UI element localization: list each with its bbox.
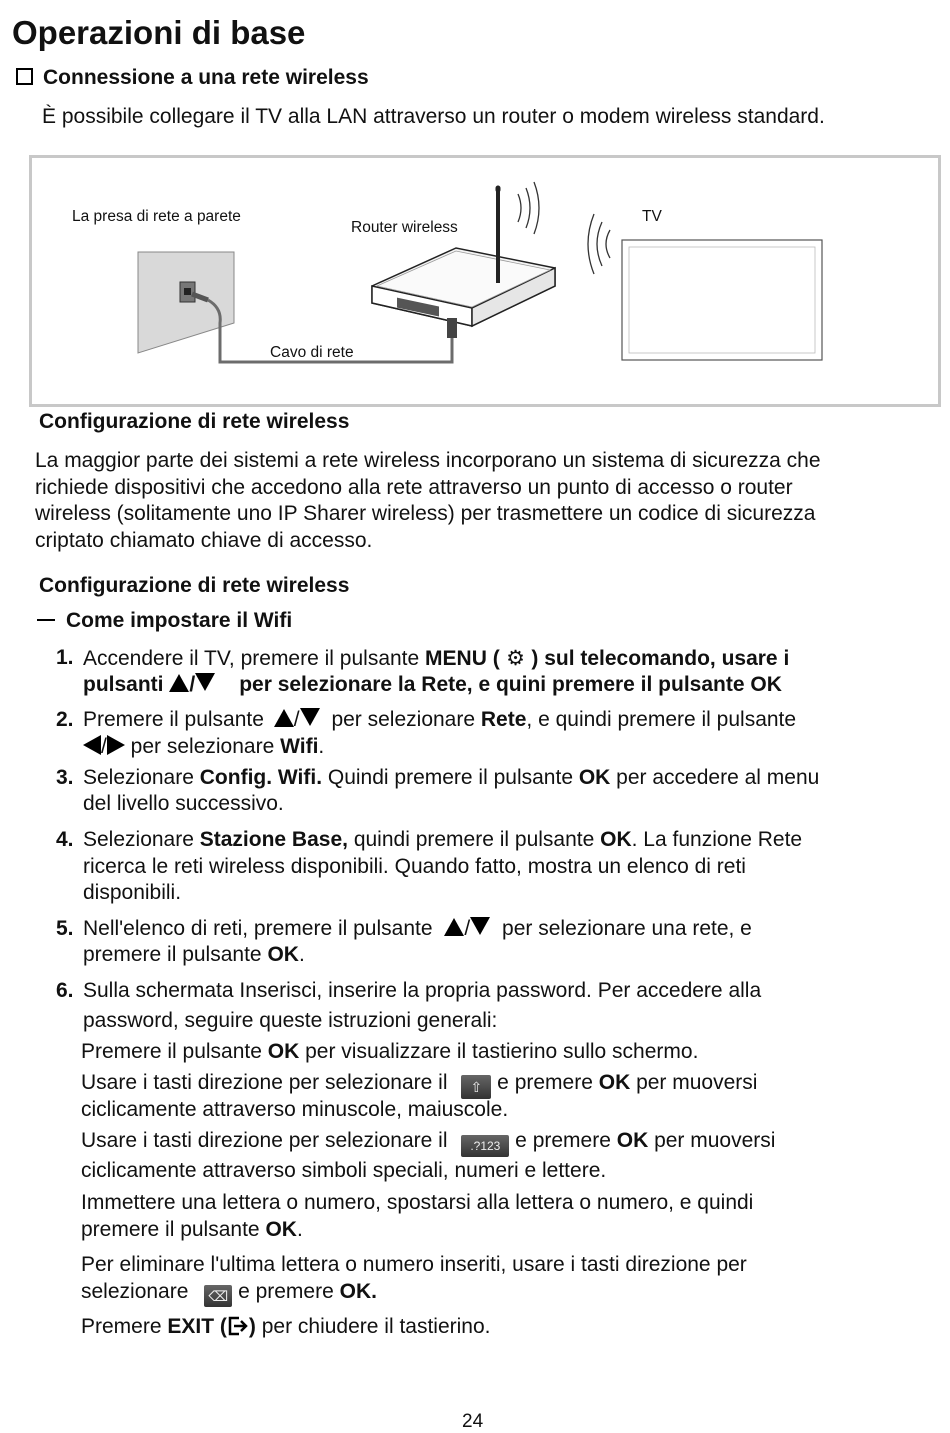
arrow-left-icon: [83, 735, 101, 755]
arrow-up-icon: [169, 674, 189, 692]
step-6-line-2: password, seguire queste istruzioni generali:: [83, 1009, 498, 1032]
router-icon: [372, 188, 555, 338]
dash-icon: [37, 619, 55, 622]
instruction-1: Premere il pulsante OK per visualizzare il tastierino sullo schermo.: [81, 1040, 699, 1063]
instruction-4-line-2: premere il pulsante OK.: [81, 1218, 303, 1241]
config-heading-2: Configurazione di rete wireless: [39, 574, 350, 597]
instruction-4-line-1: Immettere una lettera o numero, spostarsi alla lettera o numero, e quindi: [81, 1191, 754, 1214]
arrow-down-icon: [300, 708, 320, 726]
step-4-number: 4.: [56, 828, 74, 851]
tv-wifi-waves-icon: [588, 214, 610, 274]
instruction-3-line-1: Usare i tasti direzione per selezionare il .?123 e premere OK per muoversi: [81, 1129, 775, 1157]
instruction-6: Premere EXIT ( ) per chiudere il tastierino.: [81, 1315, 491, 1338]
page-number: 24: [462, 1411, 484, 1432]
backspace-key-icon: ⌫: [204, 1285, 232, 1307]
step-2-line-2: / per selezionare Wifi.: [83, 735, 324, 759]
step-5-line-1: Nell'elenco di reti, premere il pulsante / per selezionare una rete, e: [83, 917, 752, 940]
exit-icon: [227, 1316, 249, 1336]
network-diagram: [29, 155, 941, 407]
router-wifi-waves-icon: [518, 182, 539, 234]
checkbox-square-icon: [16, 68, 33, 85]
config-paragraph: La maggior parte dei sistemi a rete wireless incorporano un sistema di sicurezza che richiede dispositivi che accedono alla rete attraverso un punto di accesso o router wireless (solitamente uno IP Sharer wireless) per trasmettere un codice di sicurezza criptato chiamato chiave di accesso.: [35, 449, 821, 552]
step-3-number: 3.: [56, 766, 74, 789]
instruction-5-line-2: selezionare ⌫ e premere OK.: [81, 1280, 377, 1307]
instruction-2-line-1: Usare i tasti direzione per selezionare il ⇧ e premere OK per muoversi: [81, 1071, 757, 1099]
tv-label: TV: [642, 208, 662, 225]
step-5-line-2: premere il pulsante OK.: [83, 943, 305, 966]
step-2-line-1: Premere il pulsante / per selezionare Rete, e quindi premere il pulsante: [83, 708, 797, 731]
step-1-line-1: Accendere il TV, premere il pulsante MENU ( ⚙ ) sul telecomando, usare i: [83, 647, 790, 670]
step-3-line-2: del livello successivo.: [83, 792, 284, 815]
step-2-number: 2.: [56, 708, 74, 731]
step-3-line-1: Selezionare Config. Wifi. Quindi premere il pulsante OK per accedere al menu: [83, 766, 820, 789]
wifi-subheading: Come impostare il Wifi: [37, 609, 292, 633]
step-6-line-1: Sulla schermata Inserisci, inserire la propria password. Per accedere alla: [83, 979, 762, 1002]
config-heading: Configurazione di rete wireless: [39, 410, 350, 433]
intro-text: È possibile collegare il TV alla LAN attraverso un router o modem wireless standard.: [42, 105, 825, 128]
page-title: Operazioni di base: [12, 14, 306, 51]
arrow-down-icon: [470, 917, 490, 935]
symbols-key-icon: .?123: [461, 1135, 509, 1157]
step-4-line-2: ricerca le reti wireless disponibili. Quando fatto, mostra un elenco di reti: [83, 855, 746, 878]
step-6-number: 6.: [56, 979, 74, 1002]
step-4-line-3: disponibili.: [83, 881, 182, 904]
diagram-illustration: [32, 158, 938, 404]
gear-icon: ⚙: [506, 647, 525, 670]
arrow-right-icon: [107, 735, 125, 755]
section-title: Connessione a una rete wireless: [16, 66, 369, 90]
tv-icon: [622, 240, 822, 360]
step-5-number: 5.: [56, 917, 74, 940]
step-4-line-1: Selezionare Stazione Base, quindi premere il pulsante OK. La funzione Rete: [83, 828, 803, 851]
cable-label: Cavo di rete: [270, 344, 354, 361]
instruction-3-line-2: ciclicamente attraverso simboli speciali, numeri e lettere.: [81, 1159, 607, 1182]
arrow-up-icon: [274, 709, 294, 727]
arrow-down-icon: [195, 673, 215, 691]
instruction-2-line-2: ciclicamente attraverso minuscole, maiuscole.: [81, 1098, 509, 1121]
arrow-up-icon: [444, 918, 464, 936]
router-label: Router wireless: [351, 219, 458, 236]
step-1-number: 1.: [56, 646, 74, 669]
instruction-5-line-1: Per eliminare l'ultima lettera o numero inseriti, usare i tasti direzione per: [81, 1253, 747, 1276]
shift-key-icon: ⇧: [461, 1075, 491, 1099]
step-1-line-2: pulsanti / per selezionare la Rete, e quini premere il pulsante OK: [83, 673, 782, 696]
wall-socket-label: La presa di rete a parete: [72, 208, 241, 225]
